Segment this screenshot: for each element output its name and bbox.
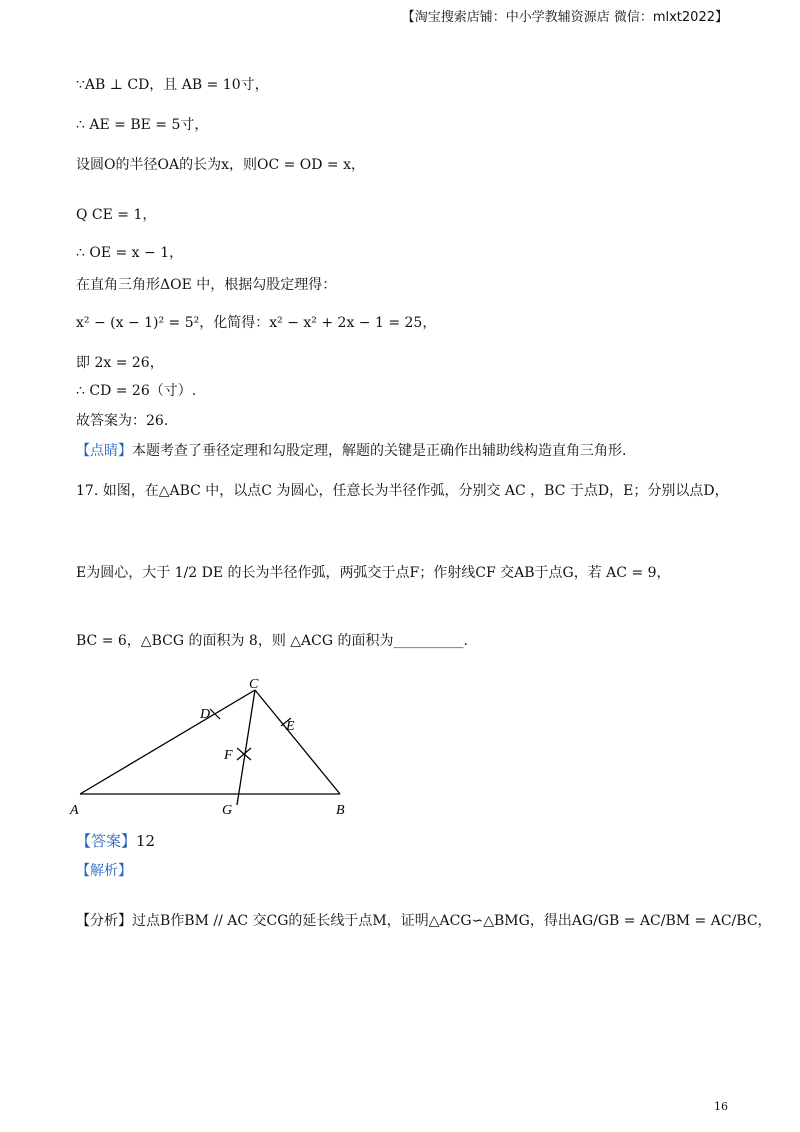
- triangle-figure: [60, 672, 380, 822]
- label-e: E: [286, 719, 295, 734]
- side-bc: [255, 690, 340, 794]
- label-g: G: [222, 803, 233, 818]
- problem-line-1: 17. 如图，在△ABC 中，以点C 为圆心，任意长为半径作弧，分别交 AC ，BC 于点D，E；分别以点D，: [76, 483, 729, 499]
- solution-line: ∴ CD = 26（寸）.: [76, 383, 197, 399]
- label-c: C: [249, 677, 259, 692]
- solution-line: 即 2x = 26，: [76, 355, 164, 371]
- problem-line-2: E为圆心，大于 1/2 DE 的长为半径作弧，两弧交于点F；作射线CF 交AB于点G，若 AC = 9，: [76, 565, 671, 581]
- solution-line: 在直角三角形ΔOE 中，根据勾股定理得：: [76, 277, 337, 293]
- solution-line: x² − (x − 1)² = 5²，化简得：x² − x² + 2x − 1 = 25，: [76, 315, 437, 331]
- solution-line: 设圆O的半径OA的长为x，则OC = OD = x，: [76, 157, 366, 173]
- label-a: A: [70, 803, 79, 818]
- label-b: B: [336, 803, 345, 818]
- fenxi-line: [76, 910, 772, 930]
- answer-tag: 【答案】: [76, 832, 137, 850]
- solution-line: 故答案为：26.: [76, 413, 169, 429]
- analysis-line: [76, 860, 132, 880]
- solution-line: ∴ OE = x − 1，: [76, 245, 184, 261]
- page-header: 【淘宝搜索店铺：中小学教辅资源店 微信：mlxt2022】: [401, 10, 728, 25]
- fenxi-fraction-eq: AG/GB = AC/BM = AC/BC，: [571, 913, 772, 929]
- label-d: D: [200, 707, 211, 722]
- comment-tag: 【点睛】: [76, 443, 132, 459]
- solution-line: ∴ AE = BE = 5寸，: [76, 117, 209, 133]
- arc-mark-d: [210, 709, 220, 719]
- comment-block: [76, 440, 626, 460]
- answer-line: [76, 830, 155, 851]
- side-ac: [80, 690, 255, 794]
- ray-cg: [237, 690, 255, 805]
- solution-line: Q CE = 1，: [76, 207, 157, 223]
- page-number: 16: [714, 1100, 728, 1113]
- fenxi-text: 过点B作BM // AC 交CG的延长线于点M，证明△ACG∽△BMG，得出: [132, 913, 572, 929]
- fenxi-tag: 【分析】: [76, 913, 132, 929]
- problem-line-3: BC = 6，△BCG 的面积为 8，则 △ACG 的面积为__________.: [76, 633, 468, 649]
- answer-value: 12: [136, 832, 156, 850]
- solution-line: ∵AB ⊥ CD，且 AB = 10寸，: [76, 77, 269, 93]
- comment-text: 本题考查了垂径定理和勾股定理，解题的关键是正确作出辅助线构造直角三角形.: [132, 443, 627, 459]
- label-f: F: [224, 748, 233, 763]
- analysis-tag: 【解析】: [76, 863, 132, 879]
